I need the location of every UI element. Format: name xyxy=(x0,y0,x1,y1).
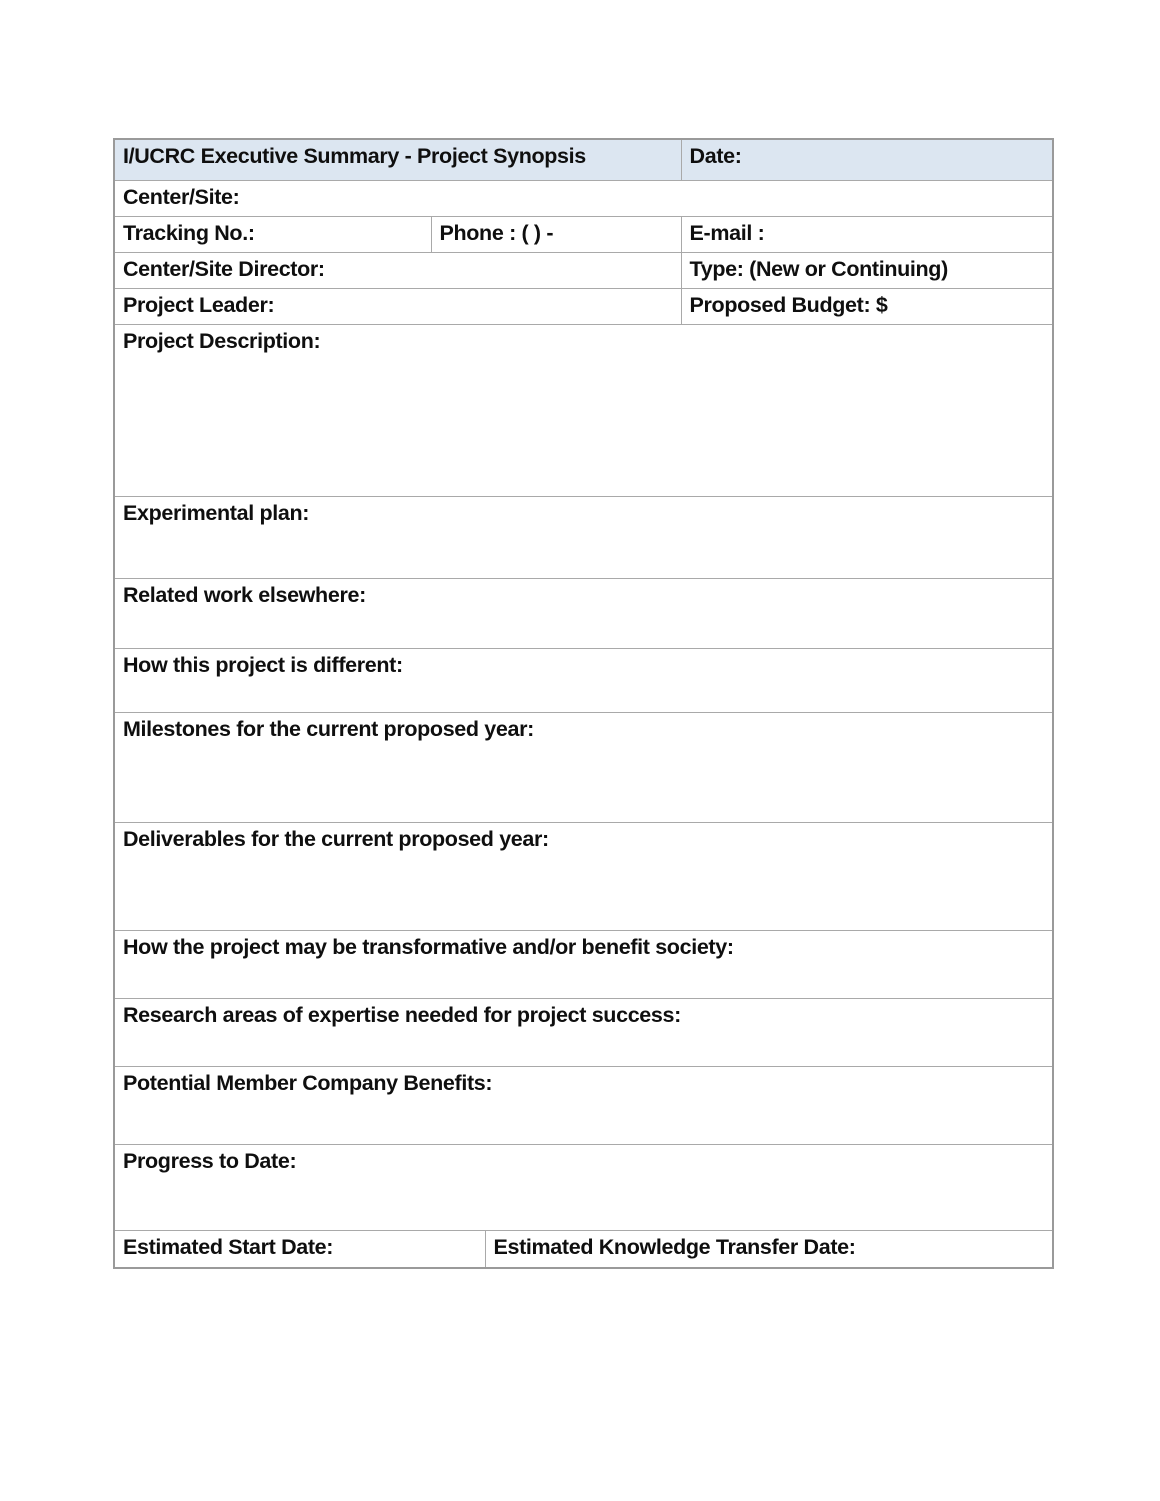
member-benefits-label: Potential Member Company Benefits: xyxy=(123,1070,493,1095)
project-description-label: Project Description: xyxy=(123,328,321,353)
progress-to-date-label: Progress to Date: xyxy=(123,1148,297,1173)
table-row-milestones xyxy=(114,712,1053,822)
experimental-plan-label: Experimental plan: xyxy=(123,500,310,525)
estimated-start-date-field-cell[interactable] xyxy=(114,1230,485,1268)
table-row-tracking-phone-email xyxy=(114,216,1053,252)
project-synopsis-table xyxy=(113,138,1054,1269)
project-leader-label: Project Leader: xyxy=(123,292,275,317)
proposed-budget-label: Proposed Budget: $ xyxy=(689,292,888,317)
member-benefits-field-cell[interactable] xyxy=(114,1066,1053,1144)
center-site-director-field-cell[interactable] xyxy=(114,252,681,288)
email-label: E-mail : xyxy=(689,220,765,245)
form-title-cell xyxy=(114,139,681,180)
phone-label: Phone : ( ) - xyxy=(439,220,554,245)
table-row-how-different xyxy=(114,648,1053,712)
related-work-label: Related work elsewhere: xyxy=(123,582,366,607)
estimated-start-date-label: Estimated Start Date: xyxy=(123,1234,334,1259)
phone-field-cell[interactable] xyxy=(431,216,681,252)
related-work-field-cell[interactable] xyxy=(114,578,1053,648)
research-areas-field-cell[interactable] xyxy=(114,998,1053,1066)
proposed-budget-field-cell[interactable] xyxy=(681,288,1053,324)
table-row-director-type xyxy=(114,252,1053,288)
how-different-label: How this project is different: xyxy=(123,652,403,677)
transformative-label: How the project may be transformative and/or benefit society: xyxy=(123,934,734,959)
table-row-dates xyxy=(114,1230,1053,1268)
estimated-knowledge-transfer-date-label: Estimated Knowledge Transfer Date: xyxy=(493,1234,856,1259)
project-leader-field-cell[interactable] xyxy=(114,288,681,324)
table-row-leader-budget xyxy=(114,288,1053,324)
type-label: Type: (New or Continuing) xyxy=(689,256,948,281)
date-field-cell[interactable] xyxy=(681,139,1053,180)
tracking-no-label: Tracking No.: xyxy=(123,220,255,245)
progress-to-date-field-cell[interactable] xyxy=(114,1144,1053,1230)
table-row-center-site xyxy=(114,180,1053,216)
table-row-member-benefits xyxy=(114,1066,1053,1144)
page-title: I/UCRC Executive Summary - Project Synopsis xyxy=(123,144,586,168)
date-label: Date: xyxy=(689,144,742,168)
how-different-field-cell[interactable] xyxy=(114,648,1053,712)
center-site-label: Center/Site: xyxy=(123,184,240,209)
project-description-field-cell[interactable] xyxy=(114,324,1053,496)
tracking-no-field-cell[interactable] xyxy=(114,216,431,252)
transformative-field-cell[interactable] xyxy=(114,930,1053,998)
milestones-field-cell[interactable] xyxy=(114,712,1053,822)
milestones-label: Milestones for the current proposed year: xyxy=(123,716,534,741)
type-field-cell[interactable] xyxy=(681,252,1053,288)
table-row-progress-to-date xyxy=(114,1144,1053,1230)
table-row-deliverables xyxy=(114,822,1053,930)
table-row-related-work xyxy=(114,578,1053,648)
deliverables-label: Deliverables for the current proposed year: xyxy=(123,826,549,851)
project-synopsis-form xyxy=(113,138,1052,1269)
deliverables-field-cell[interactable] xyxy=(114,822,1053,930)
experimental-plan-field-cell[interactable] xyxy=(114,496,1053,578)
research-areas-label: Research areas of expertise needed for project success: xyxy=(123,1002,681,1027)
table-row-project-description xyxy=(114,324,1053,496)
table-row-header xyxy=(114,139,1053,180)
center-site-field-cell[interactable] xyxy=(114,180,1053,216)
estimated-knowledge-transfer-date-field-cell[interactable] xyxy=(485,1230,1053,1268)
center-site-director-label: Center/Site Director: xyxy=(123,256,325,281)
table-row-experimental-plan xyxy=(114,496,1053,578)
email-field-cell[interactable] xyxy=(681,216,1053,252)
table-row-transformative xyxy=(114,930,1053,998)
table-row-research-areas xyxy=(114,998,1053,1066)
